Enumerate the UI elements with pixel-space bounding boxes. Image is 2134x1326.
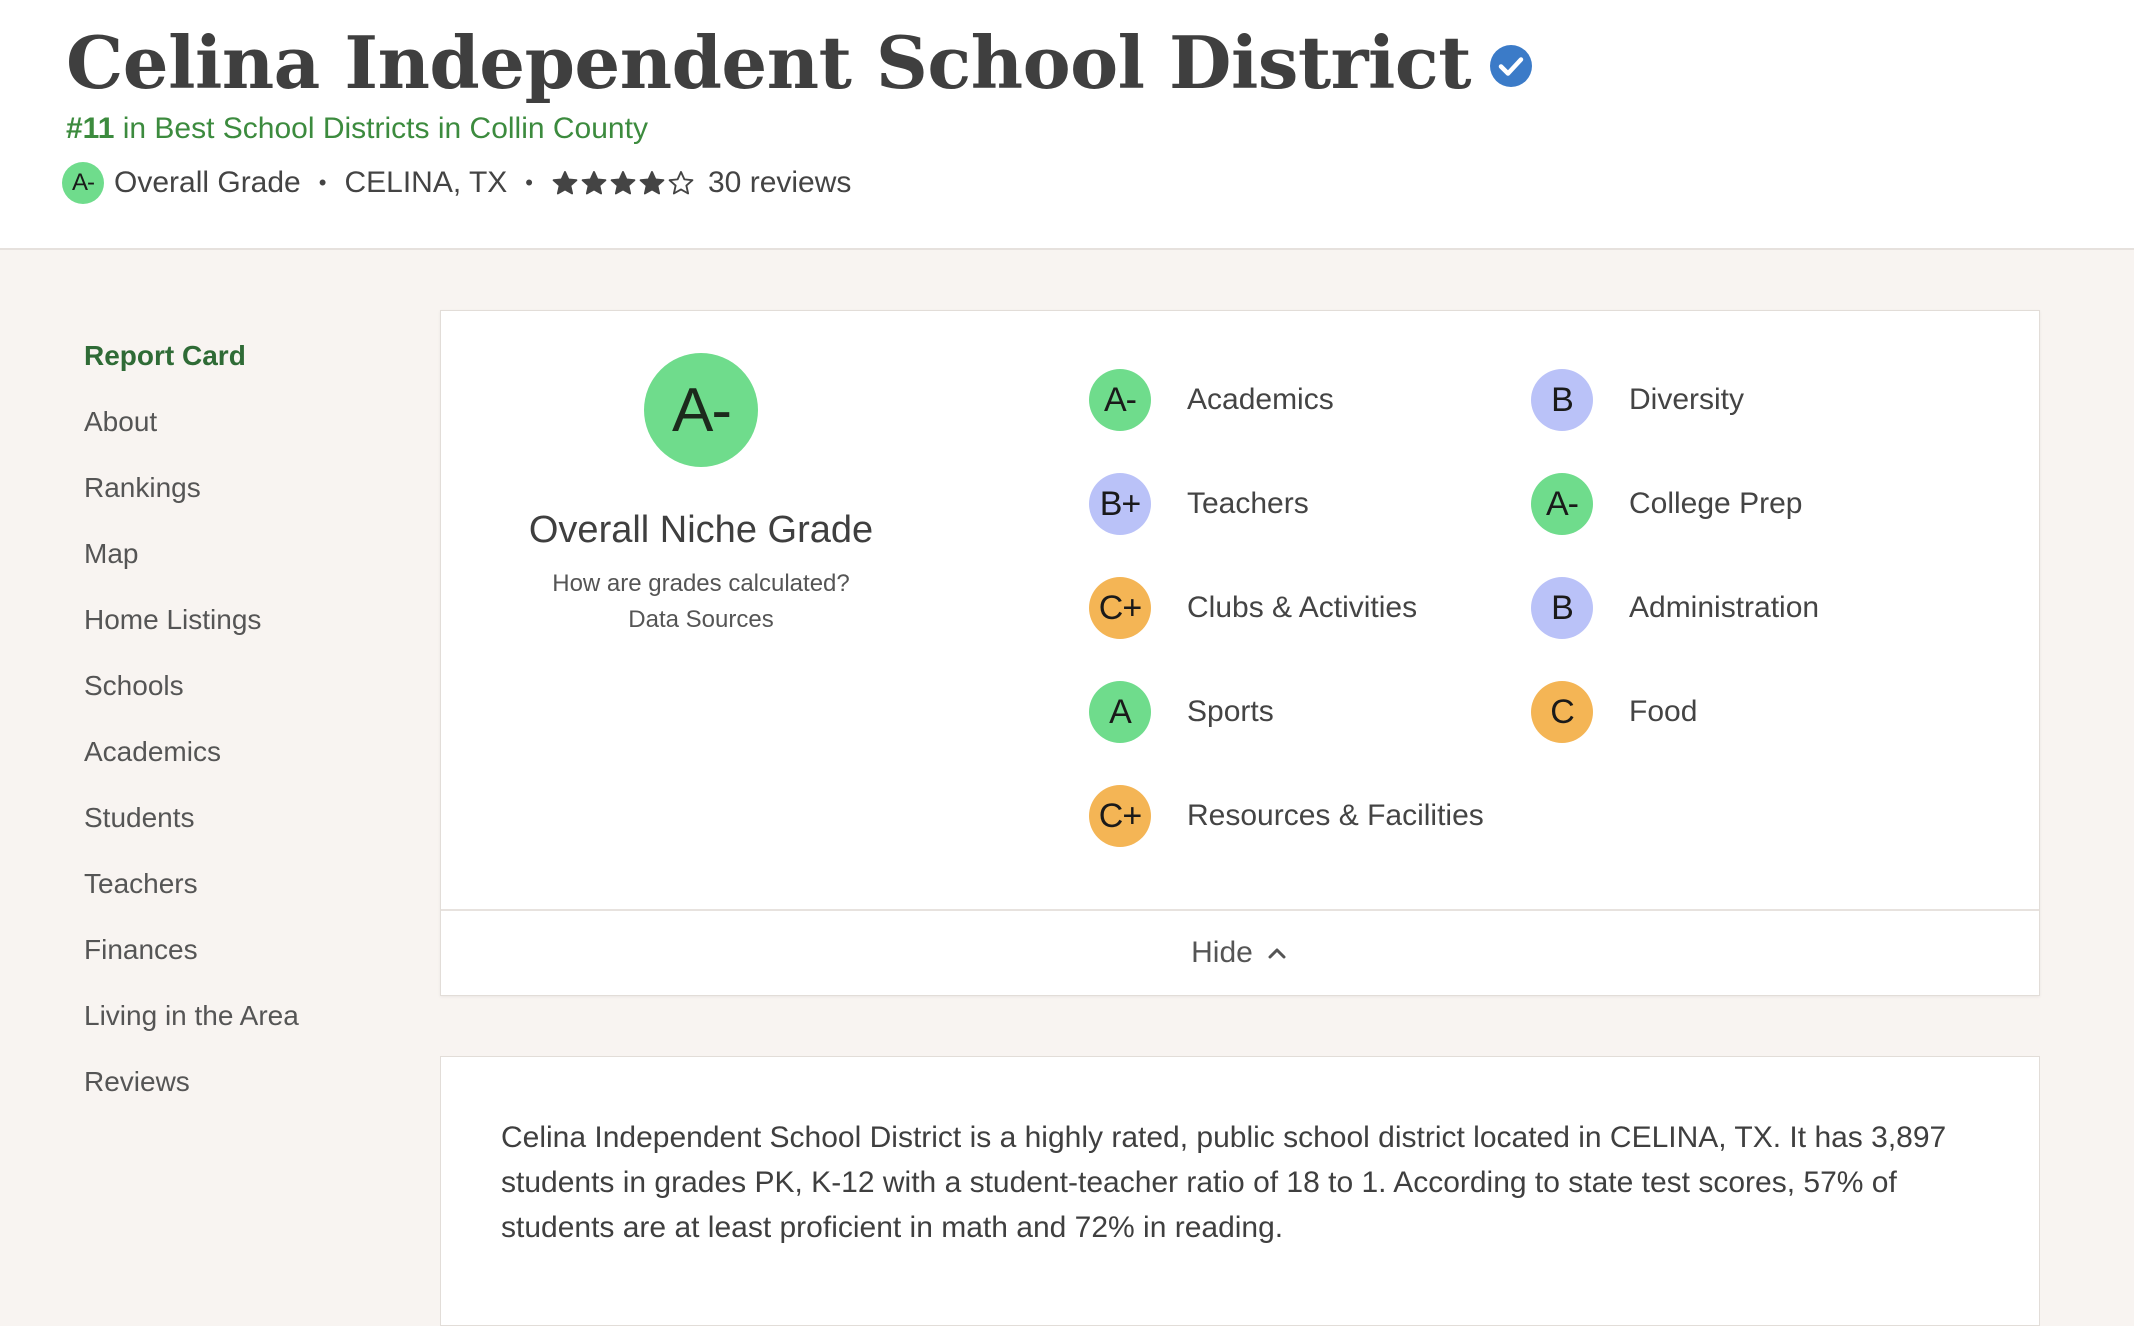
ranking-link[interactable] xyxy=(66,112,648,146)
grade-label: Diversity xyxy=(1629,383,1745,416)
verified-check-icon xyxy=(1489,44,1533,88)
hide-button[interactable] xyxy=(1191,936,1289,970)
grade-item-food[interactable] xyxy=(1531,681,1697,743)
overall-grade-badge-small: A- xyxy=(62,162,104,204)
description-card xyxy=(440,1056,2040,1326)
district-description: Celina Independent School District is a highly rated, public school district located in CELINA, TX. It has 3,897 students in grades PK, K-12 with a student-teacher ratio of 18 to 1. According to state test scores, 57% of students are at least proficient in math and 72% in reading. xyxy=(501,1121,1947,1244)
sidebar-item-home-listings[interactable]: Home Listings xyxy=(84,604,262,635)
grade-badge: A- xyxy=(1531,473,1593,535)
grade-badge: C xyxy=(1531,681,1593,743)
how-grades-calculated-link[interactable]: How are grades calculated? xyxy=(552,570,850,597)
sidebar-item-living-in-the-area[interactable]: Living in the Area xyxy=(84,1000,299,1031)
grade-label: College Prep xyxy=(1629,487,1803,520)
sidebar-item-map[interactable]: Map xyxy=(84,538,139,569)
grade-label: Sports xyxy=(1187,695,1274,728)
grade-item-administration[interactable] xyxy=(1531,577,1819,639)
sidebar-item-report-card[interactable]: Report Card xyxy=(84,340,246,371)
grade-label: Academics xyxy=(1187,383,1334,416)
page-title: Celina Independent School District xyxy=(66,20,1471,105)
grade-badge: C+ xyxy=(1089,785,1151,847)
sidebar-item-about[interactable]: About xyxy=(84,406,158,437)
grade-item-academics[interactable] xyxy=(1089,369,1334,431)
grade-label: Food xyxy=(1629,695,1698,728)
grade-label: Resources & Facilities xyxy=(1187,799,1484,832)
grade-item-diversity[interactable] xyxy=(1531,369,1744,431)
star-filled-icon xyxy=(580,169,608,197)
grade-item-college-prep[interactable] xyxy=(1531,473,1802,535)
sidebar-item-academics[interactable]: Academics xyxy=(84,736,221,767)
report-card-footer xyxy=(441,909,2039,995)
grade-item-teachers[interactable] xyxy=(1089,473,1309,535)
grade-badge: A xyxy=(1089,681,1151,743)
rank-number: #11 xyxy=(66,112,115,145)
grade-badge: A- xyxy=(1089,369,1151,431)
chevron-up-icon xyxy=(1265,941,1289,965)
sidebar-item-students[interactable]: Students xyxy=(84,802,195,833)
district-header xyxy=(0,0,2134,250)
hide-label: Hide xyxy=(1191,936,1253,969)
grade-badge: C+ xyxy=(1089,577,1151,639)
report-card xyxy=(440,310,2040,996)
overall-grade-label: Overall Grade xyxy=(114,166,301,199)
grade-item-sports[interactable] xyxy=(1089,681,1274,743)
sidebar-item-rankings[interactable]: Rankings xyxy=(84,472,201,503)
separator-dot: • xyxy=(525,170,533,195)
separator-dot: • xyxy=(318,170,327,195)
reviews-link[interactable]: 30 reviews xyxy=(708,166,852,199)
sidebar-item-teachers[interactable]: Teachers xyxy=(84,868,198,899)
star-filled-icon xyxy=(551,169,579,197)
meta-row xyxy=(62,160,851,206)
grade-badge: B+ xyxy=(1089,473,1151,535)
grade-label: Clubs & Activities xyxy=(1187,591,1418,624)
grade-item-resources-facilities[interactable] xyxy=(1089,785,1484,847)
data-sources-link[interactable]: Data Sources xyxy=(628,606,774,633)
overall-niche-grade-badge: A- xyxy=(644,353,758,467)
star-filled-icon xyxy=(609,169,637,197)
sidebar-nav xyxy=(84,334,404,1126)
grade-badge: B xyxy=(1531,577,1593,639)
location: CELINA, TX xyxy=(344,166,508,199)
star-rating[interactable] xyxy=(551,169,696,197)
grade-label: Administration xyxy=(1629,591,1820,624)
sidebar-item-reviews[interactable]: Reviews xyxy=(84,1066,190,1097)
rank-text: in Best School Districts in Collin County xyxy=(114,112,648,145)
grade-badge: B xyxy=(1531,369,1593,431)
grade-label: Teachers xyxy=(1187,487,1309,520)
sidebar-item-schools[interactable]: Schools xyxy=(84,670,184,701)
overall-grade-section xyxy=(521,353,881,638)
sidebar-item-finances[interactable]: Finances xyxy=(84,934,198,965)
title-row xyxy=(66,14,1533,112)
star-empty-icon xyxy=(667,169,695,197)
overall-niche-grade-label: Overall Niche Grade xyxy=(528,509,874,551)
grade-item-clubs-activities[interactable] xyxy=(1089,577,1417,639)
star-filled-icon xyxy=(638,169,666,197)
